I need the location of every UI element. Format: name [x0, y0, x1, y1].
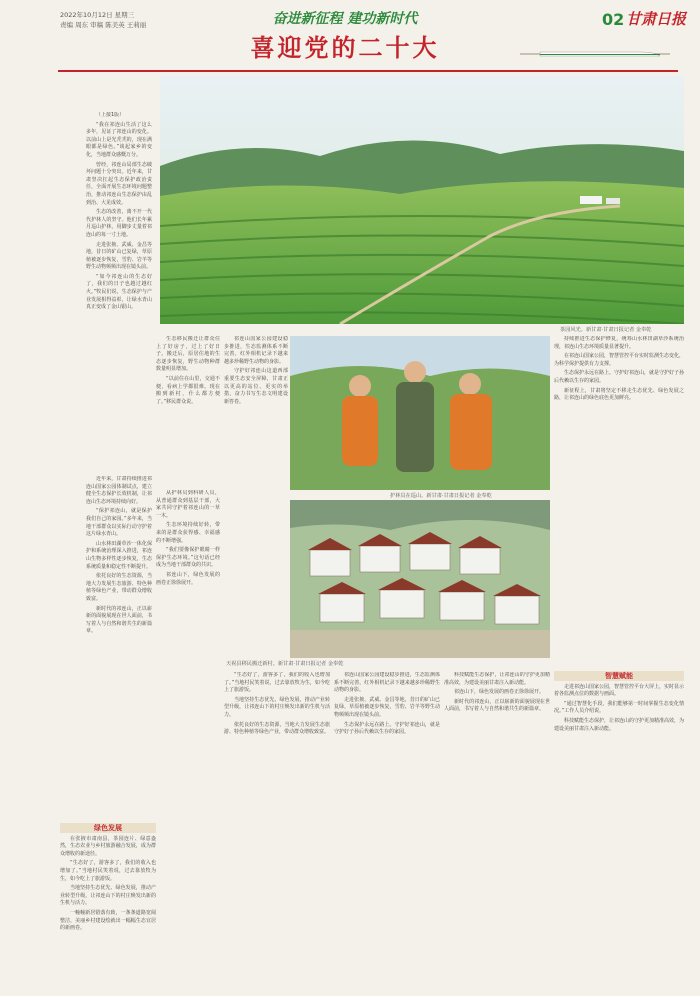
article-column-1 [86, 112, 152, 472]
paragraph: 生态移民搬迁让群众住上了好房子，过上了好日子。搬迁后，原居住地的生态逐步恢复，野生动物种群数量明显增加。 [156, 336, 220, 373]
paragraph: 祁连山下，绿色发展的画卷正徐徐展开。 [156, 571, 220, 586]
paragraph: “生态好了，游客多了，我们的收入也增加了。”当地村民笑着说，过去靠放牧为生，如今吃上了旅游饭。 [60, 860, 156, 882]
paragraph: 依托良好的生态资源，当地大力发展生态旅游、特色种植等绿色产业，带动群众增收致富。 [86, 573, 152, 602]
paragraph: 新时代的祁连山，正以崭新的面貌展现在世人面前，书写着人与自然和谐共生的新篇章。 [86, 605, 152, 635]
relocation-village-photo [290, 500, 550, 658]
subhead-green-development: 绿色发展 [60, 823, 156, 833]
paragraph: 山水林田湖草沙一体化保护和系统治理深入推进，祁连山生物多样性逐步恢复，生态系统质量和稳定性不断提升。 [86, 540, 152, 570]
article-column-5 [224, 336, 288, 486]
paragraph: 生态保护永远在路上。守护好祁连山，就是守护好子孙后代赖以生存的家园。 [334, 721, 440, 736]
article-column-9 [224, 672, 330, 980]
article-column-11 [444, 672, 550, 980]
photo-caption-top: 茶园风光。新甘肃·甘肃日报记者 金奉乾 [560, 327, 652, 333]
article-column-7 [554, 668, 684, 978]
masthead-slogan: 奋进新征程 建功新时代 [272, 11, 418, 27]
article-column-4 [156, 336, 220, 486]
paragraph: 走进祁连山国家公园，智慧管控平台大屏上，实时显示着各监测点位的数据与画面。 [554, 683, 684, 698]
article-column-10 [334, 672, 440, 980]
paragraph: 新时代的祁连山，正以崭新的面貌展现在世人面前，书写着人与自然和谐共生的新篇章。 [444, 698, 550, 713]
paragraph: 祁连山下，绿色发展的画卷正徐徐展开。 [454, 689, 545, 696]
paragraph: 近年来，甘肃持续推进祁连山国家公园体制试点，建立健全生态保护长效机制，让祁连山生态环境持续向好。 [86, 476, 152, 505]
subhead-smart-empowerment: 智慧赋能 [554, 671, 684, 681]
newspaper-logo: 甘肃日报 [626, 10, 687, 28]
paragraph: 当地坚持生态优先、绿色发展，推动产业转型升级，让祁连山下的村庄焕发出新的生机与活力。 [60, 885, 156, 907]
paragraph: 在祁连山国家公园，智慧管控平台实时监测生态变化，为科学保护提供有力支撑。 [554, 353, 684, 367]
date-line: 2022年10月12日 星期三 [60, 11, 135, 19]
paragraph: 走进张掖、武威、金昌等地，昔日的矿山已复绿，草原植被逐步恢复，雪豹、岩羊等野生动物频频出现在镜头前。 [334, 696, 440, 718]
editors-line: 责编 周东 审稿 陈美英 王莉丽 [60, 21, 147, 29]
masthead-rule [58, 70, 678, 72]
paragraph: “我们要像保护眼睛一样保护生态环境。”这句话已经成为当地干部群众的共识。 [156, 547, 220, 569]
article-column-3 [60, 820, 156, 980]
paragraph: 从护林员到科研人员，从普通群众到基层干部，大家共同守护着祁连山的一草一木。 [156, 490, 220, 519]
paragraph: 依托良好的生态资源，当地大力发展生态旅游、特色种植等绿色产业，带动群众增收致富。 [224, 721, 330, 736]
photo-caption-bottom: 天祝县移民搬迁新村。新甘肃·甘肃日报记者 金奉乾 [226, 661, 344, 667]
paragraph: “生态好了，游客多了，我们的收入也增加了。”当地村民笑着说，过去靠放牧为生，如今吃上了旅游饭。 [224, 672, 330, 694]
article-column-8 [156, 490, 220, 980]
paragraph: 生态的改善，离不开一代代护林人的坚守。他们长年累月巡山护林，用脚步丈量着祁连山的每一寸土地。 [86, 209, 152, 238]
masthead-meta [60, 10, 146, 30]
paragraph: 祁连山国家公园建设稳步推进，生态监测体系不断完善，红外相机记录下越来越多珍稀野生动物的身影。 [334, 672, 440, 694]
paragraph: 在张掖市肃南县，茶园连片、绿意盎然，生态农业与乡村旅游融合发展，成为群众增收的新途径。 [60, 835, 156, 857]
masthead-title: 喜迎党的二十大 [250, 33, 440, 62]
paragraph: “如今祁连山的生态好了，我们的日子也越过越红火。”牧民们说，生态保护与产业发展相得益彰，让绿水青山真正变成了金山银山。 [86, 273, 152, 311]
masthead [0, 0, 700, 72]
paragraph: 科技赋能生态保护，让祁连山的守护更加精准高效，为建设美丽甘肃注入新动能。 [444, 672, 550, 686]
paragraph: 生态保护永远在路上。守护好祁连山，就是守护好子孙后代赖以生存的家园。 [554, 370, 684, 384]
paragraph: 科技赋能生态保护，让祁连山的守护更加精准高效，为建设美丽甘肃注入新动能。 [554, 717, 684, 732]
paragraph: “通过智慧化手段，我们能够第一时间掌握生态变化情况。”工作人员介绍说。 [554, 700, 684, 715]
tea-garden-photo [160, 76, 684, 324]
paragraph: 祁连山国家公园建设稳步推进，生态监测体系不断完善，红外相机记录下越来越多珍稀野生动物的身影。 [224, 336, 288, 365]
forest-rangers-photo [290, 336, 550, 490]
paragraph: 守护好祁连山这道西部重要生态安全屏障，甘肃正以更高的站位、更实的举措，奋力书写生态文明建设新答卷。 [224, 368, 288, 405]
page-number: 02 [602, 10, 625, 29]
paragraph: “我在祁连山生活了这么多年，见证了祁连山的变化。以前山上是光秃秃的，现在满眼都是绿色。”谈起家乡的变化，当地群众感慨万分。 [86, 121, 152, 158]
paragraph: 当地坚持生态优先、绿色发展，推动产业转型升级，让祁连山下的村庄焕发出新的生机与活力。 [224, 696, 330, 718]
paragraph: “保护祁连山，就是保护我们自己的家园。”多年来，当地干部群众以实际行动守护着这片绿水青山。 [86, 508, 152, 538]
train-decoration [520, 48, 670, 60]
paragraph: （上接1版） [96, 112, 125, 118]
paragraph: 生态环境持续好转，带来的是群众获得感、幸福感的不断增强。 [156, 522, 220, 544]
paragraph: 新征程上，甘肃将坚定不移走生态优先、绿色发展之路，让祁连山的绿色底色更加鲜亮。 [554, 387, 684, 402]
photo-caption-mid: 护林员在巡山。新甘肃·甘肃日报记者 金奉乾 [390, 493, 492, 499]
paragraph: “以前住在山里，交通不便，看病上学都很难。现在搬到新村，什么都方便了。”移民群众说。 [156, 375, 220, 405]
paragraph: 曾经，祁连山局部生态破坏问题十分突出。近年来，甘肃坚决扛起生态保护政治责任，全面开展生态环境问题整治，推动祁连山生态保护由乱到治、大见成效。 [86, 161, 152, 206]
paragraph: 走进张掖、武威、金昌等地，昔日的矿山已复绿，草原植被逐步恢复，雪豹、岩羊等野生动物频频出现在镜头前。 [86, 241, 152, 271]
paragraph: 持续推进生态保护修复，统筹山水林田湖草沙系统治理，祁连山生态环境质量显著提升。 [554, 336, 684, 350]
article-column-6 [554, 336, 684, 664]
paragraph: 一幢幢新居错落有致，一条条道路宽阔整洁，美丽乡村建设绘就出一幅幅生态宜居的新画卷。 [60, 909, 156, 932]
